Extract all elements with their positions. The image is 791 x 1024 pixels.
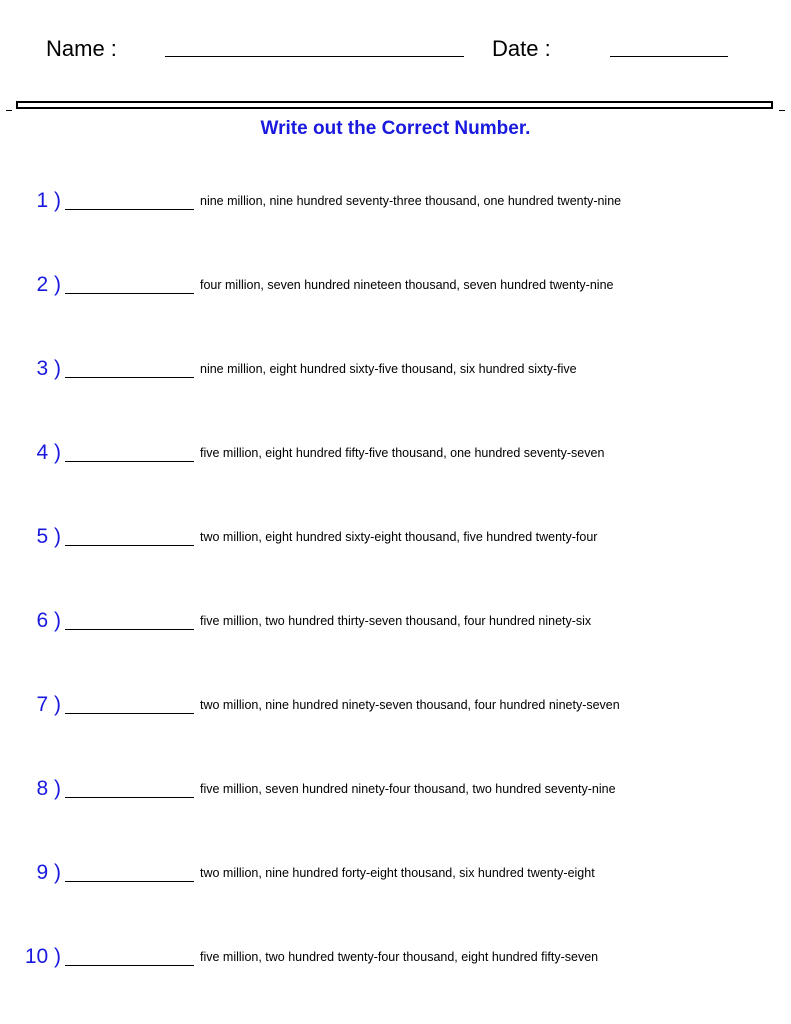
problem-row xyxy=(0,861,791,891)
problem-row xyxy=(0,525,791,555)
answer-blank[interactable] xyxy=(65,209,194,210)
answer-blank[interactable] xyxy=(65,545,194,546)
date-label: Date : xyxy=(492,36,551,61)
problem-number: 7 ) xyxy=(36,693,61,716)
problem-number: 5 ) xyxy=(36,525,61,548)
answer-blank[interactable] xyxy=(65,461,194,462)
problem-number: 3 ) xyxy=(36,357,61,380)
problem-number: 6 ) xyxy=(36,609,61,632)
problem-number: 4 ) xyxy=(36,441,61,464)
answer-blank[interactable] xyxy=(65,713,194,714)
date-field[interactable] xyxy=(610,56,728,57)
problem-row xyxy=(0,693,791,723)
problem-row xyxy=(0,273,791,303)
problem-row xyxy=(0,609,791,639)
header-divider xyxy=(16,101,773,109)
problem-words: four million, seven hundred nineteen thousand, seven hundred twenty-nine xyxy=(200,278,614,292)
divider-tick-right xyxy=(779,110,785,111)
problem-words: two million, nine hundred ninety-seven thousand, four hundred ninety-seven xyxy=(200,698,620,712)
divider-tick-left xyxy=(6,110,12,111)
problem-words: two million, nine hundred forty-eight thousand, six hundred twenty-eight xyxy=(200,866,595,880)
problem-row xyxy=(0,441,791,471)
name-field[interactable] xyxy=(165,56,464,57)
problem-words: five million, seven hundred ninety-four thousand, two hundred seventy-nine xyxy=(200,782,616,796)
problem-number: 8 ) xyxy=(36,777,61,800)
answer-blank[interactable] xyxy=(65,629,194,630)
problem-row xyxy=(0,777,791,807)
problem-words: five million, two hundred twenty-four thousand, eight hundred fifty-seven xyxy=(200,950,599,964)
problem-words: five million, two hundred thirty-seven thousand, four hundred ninety-six xyxy=(200,614,592,628)
problem-row xyxy=(0,357,791,387)
problem-number: 9 ) xyxy=(36,861,61,884)
answer-blank[interactable] xyxy=(65,881,194,882)
problem-words: five million, eight hundred fifty-five thousand, one hundred seventy-seven xyxy=(200,446,605,460)
worksheet-title: Write out the Correct Number. xyxy=(260,118,531,139)
answer-blank[interactable] xyxy=(65,293,194,294)
problem-row xyxy=(0,945,791,975)
problem-words: two million, eight hundred sixty-eight thousand, five hundred twenty-four xyxy=(200,530,598,544)
problem-number: 1 ) xyxy=(36,189,61,212)
problem-row xyxy=(0,189,791,219)
name-label: Name : xyxy=(46,36,117,61)
answer-blank[interactable] xyxy=(65,377,194,378)
problem-words: nine million, eight hundred sixty-five thousand, six hundred sixty-five xyxy=(200,362,577,376)
answer-blank[interactable] xyxy=(65,965,194,966)
problem-number: 2 ) xyxy=(36,273,61,296)
problem-words: nine million, nine hundred seventy-three thousand, one hundred twenty-nine xyxy=(200,194,622,208)
answer-blank[interactable] xyxy=(65,797,194,798)
problem-number: 10 ) xyxy=(24,945,61,968)
